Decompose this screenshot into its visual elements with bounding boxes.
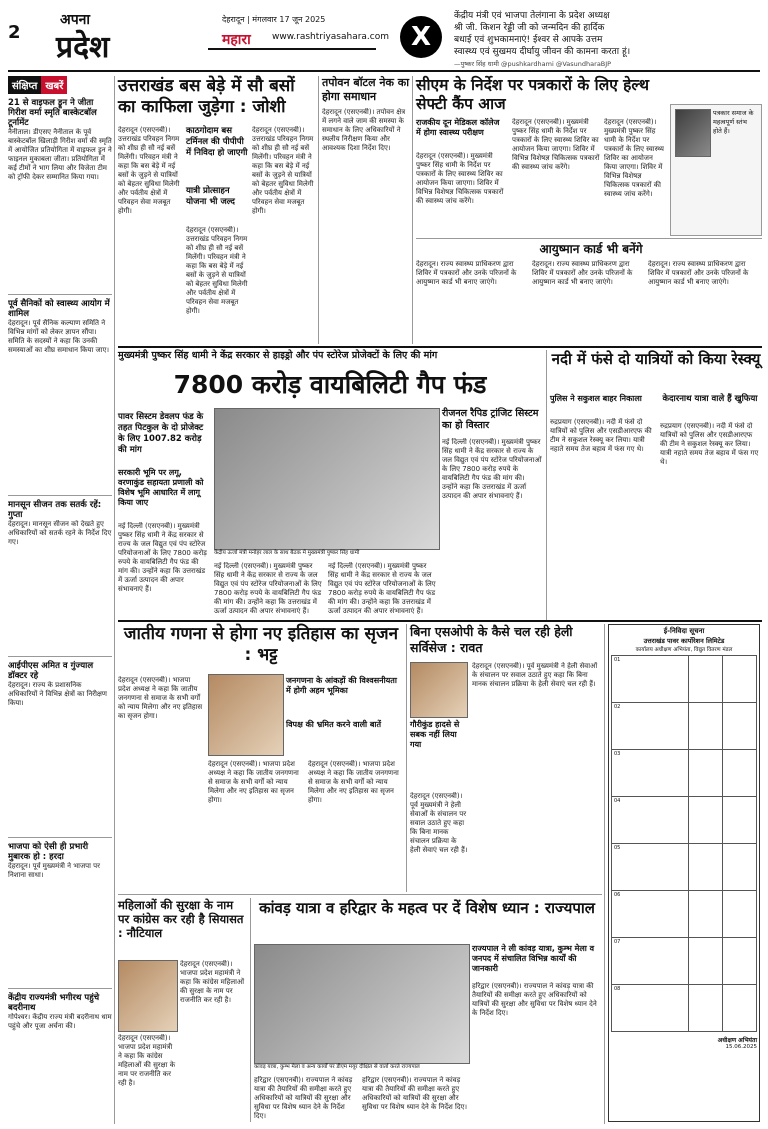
table-row (612, 891, 757, 938)
story-body: देहरादून (एसएनबी)। भाजपा प्रदेश अध्यक्ष ने कहा कि जातीय जनगणना से समाज के सभी वर्गों को न्याय मिलेगा और नए इतिहास का सृजन होगा। (118, 676, 203, 720)
story-women-safety (118, 898, 248, 1124)
sidebar-body: गोपेश्वर। केंद्रीय राज्य मंत्री बदरीनाथ धाम पहुंचे और पूजा अर्चना की। (8, 1013, 112, 1030)
blurb: सरकारी भूमि पर लगू, वरणाकुंड सहायता प्रणाली को विशेष भूमि आधारित में लागू किया जाए (118, 468, 204, 507)
story-body: हरिद्वार (एसएनबी)। राज्यपाल ने कांवड़ यात्रा की तैयारियों की समीक्षा करते हुए अधिकारियों को यात्रियों की सुरक्षा और सुविधा पर विशेष ध्यान देने के निर्देश दिए। (254, 1076, 353, 1120)
tender-cell: 06 (612, 891, 689, 938)
table-row (612, 750, 757, 797)
list-item (8, 299, 112, 489)
portrait-photo (118, 960, 178, 1032)
story-body: देहरादून (एसएनबी)। भाजपा प्रदेश अध्यक्ष ने कहा कि जातीय जनगणना से समाज के सभी वर्गों को न्याय मिलेगा और नए इतिहास का सृजन होगा। (308, 760, 399, 804)
portrait-photo (208, 674, 284, 756)
story-rescue (550, 350, 762, 618)
photo-caption: पत्रकार समाज के महत्वपूर्ण स्तंभ होते हैं। (713, 109, 754, 135)
table-row (612, 938, 757, 985)
brand-top: अपना (60, 12, 91, 28)
story-body: देहरादून (एसएनबी)। उत्तराखंड परिवहन निगम को शीघ्र ही सौ नई बसें मिलेंगी। परिवहन मंत्री ने कहा कि बस बेड़े में नई बसों के जुड़ने से यात्रियों को बेहतर सुविधा मिलेगी और पर्वतीय क्षेत्रों में परिवहन सेवा मजबूत होगी। (118, 126, 180, 215)
table-row (612, 844, 757, 891)
headline: 7800 करोड़ वायबिलिटी गैप फंड (173, 370, 487, 399)
tender-cell (723, 703, 757, 750)
headline: बिना एसओपी के कैसे चल रही हेली सर्विसेज : रावत (410, 624, 573, 655)
tender-cell: 03 (612, 750, 689, 797)
tender-cell (689, 938, 723, 985)
story-body: देहरादून (एसएनबी)। मुख्यमंत्री पुष्कर सिंह धामी के निर्देश पर पत्रकारों के लिए स्वास्थ्य शिविर का आयोजन किया जाएगा। शिविर में विभिन्न विशेषज्ञ चिकित्सक पत्रकारों की स्वास्थ्य जांच करेंगे। (416, 152, 504, 205)
column-rule (318, 76, 319, 344)
story-body: देहरादून (एसएनबी)। भाजपा प्रदेश अध्यक्ष ने कहा कि जातीय जनगणना से समाज के सभी वर्गों को न्याय मिलेगा और नए इतिहास का सृजन होगा। (208, 760, 299, 804)
tender-cell (723, 656, 757, 703)
table-row (612, 703, 757, 750)
tender-notice (608, 624, 760, 1122)
sidebar (8, 76, 112, 1124)
tender-cell: 04 (612, 797, 689, 844)
table-row (612, 797, 757, 844)
story-body: देहरादून (एसएनबी)। मुख्यमंत्री पुष्कर सिंह धामी के निर्देश पर पत्रकारों के लिए स्वास्थ्य शिविर का आयोजन किया जाएगा। शिविर में विभिन्न विशेषज्ञ चिकित्सक पत्रकारों की स्वास्थ्य जांच करेंगे। (604, 118, 664, 198)
headline: नदी में फंसे दो यात्रियों को किया रेस्क्यू (551, 350, 761, 368)
table-row (612, 656, 757, 703)
story-governor (254, 898, 600, 1124)
tender-cell (723, 844, 757, 891)
headline: आयुष्मान कार्ड भी बनेंगे (539, 242, 643, 256)
promo-line: स्वास्थ्य एवं सुखमय दीर्घायु जीवन की कामना करता हूं। (454, 47, 631, 57)
story-body: देहरादून (एसएनबी)। पूर्व मुख्यमंत्री ने हेली सेवाओं के संचालन पर सवाल उठाते हुए कहा कि बिना मानक संचालन प्रक्रिया के हेली सेवाएं चल रही हैं। (410, 792, 468, 854)
tender-cell: 07 (612, 938, 689, 985)
headline: जातीय गणना से होगा नए इतिहास का सृजन : भट्ट (123, 624, 399, 665)
tender-cell (689, 703, 723, 750)
website[interactable]: www.rashtriyasahara.com (272, 32, 390, 42)
story-body: देहरादून। राज्य स्वास्थ्य प्राधिकरण द्वारा शिविर में पत्रकारों और उनके परिजनों के आयुष्मान कार्ड भी बनाए जाएंगे। (532, 260, 633, 286)
sidebar-rule (114, 76, 115, 1124)
divider (8, 837, 112, 838)
kicker: मुख्यमंत्री पुष्कर सिंह धामी ने केंद्र सरकार से हाइड्रो और पंप स्टोरेज प्रोजेक्टों के लिए की मांग (118, 350, 438, 361)
tender-cell (723, 938, 757, 985)
section-divider (118, 620, 762, 622)
promo-handle: —पुष्कर सिंह धामी @pushkardhami @VasundharaBJP (454, 60, 612, 68)
sidebar-label: संक्षिप्त (8, 76, 41, 94)
story-vgf (118, 350, 542, 618)
section-divider (118, 346, 762, 348)
column-rule (250, 898, 251, 1122)
tender-cell: 01 (612, 656, 689, 703)
story-body: देहरादून (एसएनबी)। भाजपा प्रदेश महामंत्री ने कहा कि कांग्रेस महिलाओं की सुरक्षा के नाम पर राजनीति कर रही है। (118, 1034, 176, 1087)
sidebar-body: देहरादून। पूर्व मुख्यमंत्री ने भाजपा पर निशाना साधा। (8, 862, 101, 879)
sidebar-headline: 21 से वाइफल ड्रून ने जीता गिरीश वर्मा स्मृति बास्केटबॉल टूर्नामेंट (8, 98, 97, 128)
list-item (8, 842, 112, 982)
tender-cell (689, 656, 723, 703)
pull-quote: विपक्ष की भ्रमित करने वाली बातें (286, 720, 382, 729)
subhead: राजकीय दून मेडिकल कॉलेज में होगा स्वास्थ्य परीक्षण (416, 118, 500, 137)
tender-cell (689, 750, 723, 797)
blurb: पावर सिस्टम डेवलप फंड के तहत पिटकुल के दो प्रोजेक्ट के लिए 1007.82 करोड़ की मांग (118, 412, 204, 455)
list-item (8, 500, 112, 650)
sidebar-body: नैनीताल। डीएसए नैनीताल के पूर्व बास्केटबॉल खिलाड़ी गिरीश वर्मा की स्मृति में आयोजित प्रतियोगिता में वाइफल ड्रून ने फाइनल मुकाबला जीता। प्रतियोगिता में कई टीमों ने भाग लिया और विजेता टीम को ट्रॉफी देकर सम्मानित किया गया। (8, 128, 112, 181)
story-body: हरिद्वार (एसएनबी)। राज्यपाल ने कांवड़ यात्रा की तैयारियों की समीक्षा करते हुए अधिकारियों को यात्रियों की सुरक्षा और सुविधा पर विशेष ध्यान देने के निर्देश दिए। (362, 1076, 468, 1111)
column-rule (406, 624, 407, 892)
story-health-camp (416, 76, 762, 236)
story-body: देहरादून। राज्य स्वास्थ्य प्राधिकरण द्वारा शिविर में पत्रकारों और उनके परिजनों के आयुष्मान कार्ड भी बनाए जाएंगे। (416, 260, 517, 286)
tender-line: कार्यालय अधीक्षण अभियंता, विद्युत वितरण मंडल (635, 647, 733, 653)
story-tapovan (322, 76, 410, 344)
pull-quote: काठगोदाम बस टर्मिनल की पीपीपी में निविदा हो जाएगी (186, 126, 248, 158)
meeting-photo (214, 408, 440, 550)
story-body: देहरादून (एसएनबी)। भाजपा प्रदेश महामंत्री ने कहा कि कांग्रेस महिलाओं की सुरक्षा के नाम पर राजनीति कर रही है। (180, 960, 245, 1004)
photo-caption: कांवड़ यात्रा, कुम्भ मेला व अन्य कार्यों पर डीएम मयूर दीक्षित से वार्ता करते राज्यपाल (254, 1064, 420, 1070)
sidebar-headline: पूर्व सैनिकों को स्वास्थ्य आयोग में शामिल (8, 299, 110, 319)
promo-line: केंद्रीय मंत्री एवं भाजपा तेलंगाना के प्रदेश अध्यक्ष (454, 11, 610, 21)
photo-caption: केंद्रीय ऊर्जा मंत्री मनोहर लाल के साथ बैठक में मुख्यमंत्री पुष्कर सिंह धामी (214, 550, 360, 556)
story-body: देहरादून। राज्य स्वास्थ्य प्राधिकरण द्वारा शिविर में पत्रकारों और उनके परिजनों के आयुष्मान कार्ड भी बनाए जाएंगे। (648, 260, 749, 286)
list-item (8, 661, 112, 831)
sidebar-body: देहरादून। मानसून सीजन को देखते हुए अधिकारियों को सतर्क रहने के निर्देश दिए गए। (8, 520, 112, 546)
divider (8, 988, 112, 989)
photo-box (670, 104, 762, 236)
headline: तपोवन बॉटल नेक का होगा समाधान (322, 76, 410, 103)
portrait-photo (675, 109, 711, 157)
story-body: देहरादून (एसएनबी)। मुख्यमंत्री पुष्कर सिंह धामी के निर्देश पर पत्रकारों के लिए स्वास्थ्य शिविर का आयोजन किया जाएगा। शिविर में विभिन्न विशेषज्ञ चिकित्सक पत्रकारों की स्वास्थ्य जांच करेंगे। (512, 118, 600, 171)
tender-footer: अधीक्षण अभियंता (717, 1037, 757, 1044)
portrait-photo (410, 662, 468, 718)
paper-logo: महारा (222, 32, 251, 48)
sidebar-headline: मानसून सीजन तक सतर्क रहें: गुप्ता (8, 500, 102, 520)
story-body: रुद्रप्रयाग (एसएनबी)। नदी में फंसे दो यात्रियों को पुलिस और एसडीआरएफ की टीम ने सकुशल रेस्क्यू कर लिया। यात्री नहाते समय तेज बहाव में फंस गए थे। (660, 422, 759, 466)
column-rule (604, 624, 605, 1124)
story-census (118, 624, 404, 892)
tender-cell (689, 891, 723, 938)
headline: सीएम के निर्देश पर पत्रकारों के लिए हेल्थ सेफ्टी कैंप आज (416, 76, 650, 113)
tender-table (611, 655, 757, 1032)
brand-main: प्रदेश (56, 30, 110, 65)
tender-date: 15.06.2025 (725, 1044, 757, 1050)
tender-cell (689, 844, 723, 891)
tender-title: ई-निविदा सूचना (663, 627, 705, 635)
promo-line: श्री जी. किशन रेड्डी जी को जन्मदिन की हार्दिक (454, 23, 605, 33)
divider (416, 238, 762, 239)
headline: उत्तराखंड बस बेड़े में सौ बसों का काफिला जुड़ेगा : जोशी (118, 76, 295, 117)
tender-cell (723, 750, 757, 797)
story-body: रुद्रप्रयाग (एसएनबी)। नदी में फंसे दो यात्रियों को पुलिस और एसडीआरएफ की टीम ने सकुशल रेस्क्यू कर लिया। यात्री नहाते समय तेज बहाव में फंस गए थे। (550, 418, 652, 453)
side-quote: केदारनाथ यात्रा वाले हैं खुफिया (662, 394, 758, 404)
tender-cell (689, 797, 723, 844)
divider (8, 656, 112, 657)
divider (8, 495, 112, 496)
story-body: देहरादून (एसएनबी)। पूर्व मुख्यमंत्री ने हेली सेवाओं के संचालन पर सवाल उठाते हुए कहा कि बिना मानक संचालन प्रक्रिया के हेली सेवाएं चल रही हैं। (472, 662, 598, 688)
headline: कांवड़ यात्रा व हरिद्वार के महत्व पर दें विशेष ध्यान : राज्यपाल (259, 899, 595, 917)
sidehead: रीजनल रैपिड ट्रांजिट सिस्टम का हो विस्तार (442, 408, 539, 431)
masthead-rule (208, 48, 376, 50)
tender-cell (723, 891, 757, 938)
story-body: देहरादून (एसएनबी)। उत्तराखंड परिवहन निगम को शीघ्र ही सौ नई बसें मिलेंगी। परिवहन मंत्री ने कहा कि बस बेड़े में नई बसों के जुड़ने से यात्रियों को बेहतर सुविधा मिलेगी और पर्वतीय क्षेत्रों में परिवहन सेवा मजबूत होगी। (252, 126, 314, 215)
tender-cell (723, 985, 757, 1032)
column-rule (412, 76, 413, 344)
tender-cell (689, 985, 723, 1032)
list-item (8, 993, 112, 1124)
governor-photo (254, 944, 470, 1064)
sidebar-headline: आईपीएस अमित व गुंज्याल डॉक्टर रहे (8, 661, 94, 681)
pull-quote: गौरीकुंड हादसे से सबक नहीं लिया गया (410, 720, 460, 749)
story-buses (118, 76, 316, 344)
story-heli (410, 624, 600, 892)
subhead: पुलिस ने सकुशल बाहर निकाला (550, 394, 642, 403)
tender-org: उत्तराखंड पावर कार्पोरेशन लिमिटेड (643, 637, 725, 645)
story-body: नई दिल्ली (एसएनबी)। मुख्यमंत्री पुष्कर सिंह धामी ने केंद्र सरकार से राज्य के जल विद्युत एवं पंप स्टोरेज परियोजनाओं के लिए 7800 करोड़ रुपये के वायबिलिटी गैप फंड की मांग की। उन्होंने कहा कि उत्तराखंड में ऊर्जा उत्पादन की अपार संभावनाएं हैं। (214, 562, 322, 615)
subhead: राज्यपाल ने ली कांवड़ यात्रा, कुम्भ मेला व जनपद में संचालित विभिन्न कार्यों की जानकारी (472, 944, 595, 973)
divider (118, 894, 602, 895)
x-logo-icon: X (400, 16, 442, 58)
page-number: 2 (8, 22, 21, 43)
sidebar-headline: केंद्रीय राज्यमंत्री भगीरथ पहुंचे बदरीनाथ (8, 993, 100, 1013)
sidebar-tag: खबरें (41, 76, 67, 94)
list-item (8, 98, 112, 288)
sidebar-body: देहरादून। पूर्व सैनिक कल्याण समिति ने विभिन्न मांगों को लेकर ज्ञापन सौंपा। समिति के सदस्यों ने कहा कि उनकी समस्याओं का शीघ्र समाधान किया जाए। (8, 319, 110, 354)
story-ayushman (416, 240, 762, 344)
divider (8, 294, 112, 295)
table-row (612, 985, 757, 1032)
pull-quote: यात्री प्रोत्साहन योजना भी जल्द (186, 186, 235, 207)
promo-line: बधाई एवं शुभकामनाएं! ईश्वर से आपके उत्तम (454, 35, 603, 45)
sidebar-body: देहरादून। राज्य के प्रशासनिक अधिकारियों ने विभिन्न क्षेत्रों का निरीक्षण किया। (8, 681, 107, 707)
sidebar-headline: भाजपा को ऐसी ही प्रभारी मुबारक हो : हरदा (8, 842, 89, 862)
tender-cell (723, 797, 757, 844)
story-body: नई दिल्ली (एसएनबी)। मुख्यमंत्री पुष्कर सिंह धामी ने केंद्र सरकार से राज्य के जल विद्युत एवं पंप स्टोरेज परियोजनाओं के लिए 7800 करोड़ रुपये के वायबिलिटी गैप फंड की मांग की। उन्होंने कहा कि उत्तराखंड में ऊर्जा उत्पादन की अपार संभावनाएं हैं। (442, 438, 542, 500)
story-body: हरिद्वार (एसएनबी)। राज्यपाल ने कांवड़ यात्रा की तैयारियों की समीक्षा करते हुए अधिकारियों को यात्रियों की सुरक्षा और सुविधा पर विशेष ध्यान देने के निर्देश दिए। (472, 982, 597, 1017)
story-body: नई दिल्ली (एसएनबी)। मुख्यमंत्री पुष्कर सिंह धामी ने केंद्र सरकार से राज्य के जल विद्युत एवं पंप स्टोरेज परियोजनाओं के लिए 7800 करोड़ रुपये के वायबिलिटी गैप फंड की मांग की। उन्होंने कहा कि उत्तराखंड में ऊर्जा उत्पादन की अपार संभावनाएं हैं। (118, 522, 207, 593)
masthead-divider (8, 70, 760, 72)
tender-cell: 02 (612, 703, 689, 750)
tender-cell: 08 (612, 985, 689, 1032)
pull-quote: जनगणना के आंकड़ों की विश्वसनीयता में होगी अहम भूमिका (286, 676, 397, 695)
dateline: देहरादून | मंगलवार 17 जून 2025 (222, 15, 326, 24)
column-rule (546, 350, 547, 620)
story-body: नई दिल्ली (एसएनबी)। मुख्यमंत्री पुष्कर सिंह धामी ने केंद्र सरकार से राज्य के जल विद्युत एवं पंप स्टोरेज परियोजनाओं के लिए 7800 करोड़ रुपये के वायबिलिटी गैप फंड की मांग की। उन्होंने कहा कि उत्तराखंड में ऊर्जा उत्पादन की अपार संभावनाएं हैं। (328, 562, 436, 615)
story-body: देहरादून (एसएनबी)। उत्तराखंड परिवहन निगम को शीघ्र ही सौ नई बसें मिलेंगी। परिवहन मंत्री ने कहा कि बस बेड़े में नई बसों के जुड़ने से यात्रियों को बेहतर सुविधा मिलेगी और पर्वतीय क्षेत्रों में परिवहन सेवा मजबूत होगी। (186, 226, 248, 315)
story-body: देहरादून (एसएनबी)। तपोवन क्षेत्र में लगने वाले जाम की समस्या के समाधान के लिए अधिकारियों ने स्थलीय निरीक्षण किया और आवश्यक दिशा निर्देश दिए। (322, 108, 406, 152)
headline: महिलाओं की सुरक्षा के नाम पर कांग्रेस कर रही है सियासत : नौटियाल (118, 898, 244, 940)
masthead (8, 8, 768, 70)
tender-cell: 05 (612, 844, 689, 891)
promo-ad (454, 10, 768, 70)
